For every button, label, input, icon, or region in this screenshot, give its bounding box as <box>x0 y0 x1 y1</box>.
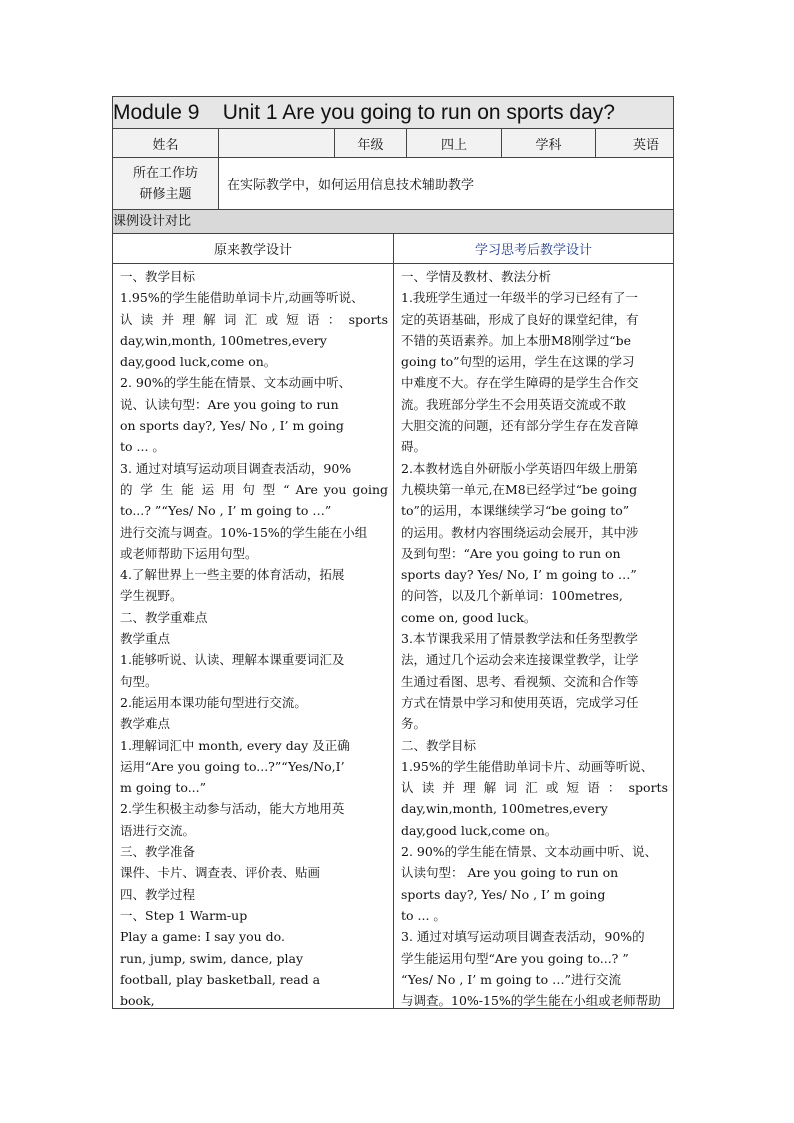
text-line: 教学重点 <box>120 631 171 647</box>
section-title: 课例设计对比 <box>113 209 673 233</box>
topic-label-line1: 所在工作坊 <box>132 165 198 181</box>
name-label: 姓名 <box>152 137 179 153</box>
text-line: 三、教学准备 <box>120 844 196 860</box>
text-line: 2.能运用本课功能句型进行交流。 <box>120 694 307 710</box>
text-line: 中难度不大。存在学生障碍的是学生合作交 <box>401 375 639 391</box>
text-line: sports day? Yes/ No, I’ m going to …” <box>401 567 637 583</box>
text-line: on sports day?, Yes/ No , I’ m going <box>120 418 344 434</box>
text-line: 及到句型：“Are you going to run on <box>401 545 621 561</box>
text-line: 4.了解世界上一些主要的体育活动，拓展 <box>120 567 345 583</box>
text-line: 一、学情及教材、教法分析 <box>401 269 552 284</box>
subject-value: 英语 <box>595 129 673 157</box>
text-line: 2. 90%的学生能在情景、文本动画中听、说、 <box>401 844 658 860</box>
text-line: day,win,month, 100metres,every <box>120 332 327 348</box>
text-line: 的问答，以及几个新单词：100metres, <box>401 588 623 604</box>
text-line: 大胆交流的问题，还有部分学生存在发音障 <box>401 418 639 434</box>
text-line: 生通过看图、思考、看视频、交流和合作等 <box>401 673 639 689</box>
text-line: sports day?, Yes/ No , I’ m going <box>401 886 606 902</box>
text-line: 认 读 并 理 解 词 汇 或 短 语 ： sports <box>120 311 388 327</box>
text-line: 学生视野。 <box>120 588 183 604</box>
text-line: 一、Step 1 Warm-up <box>120 907 248 923</box>
text-line: 碍。 <box>401 439 427 455</box>
text-line: 教学难点 <box>120 716 171 732</box>
text-line: 学生能运用句型“Are you going to...? ” <box>401 950 629 966</box>
text-line: day,good luck,come on。 <box>401 822 558 838</box>
info-row <box>113 128 673 157</box>
text-line: 课件、卡片、调查表、评价表、贴画 <box>120 865 321 881</box>
text-line: 的 学 生 能 运 用 句 型 “ Are you going <box>120 481 388 497</box>
topic-row <box>113 157 673 209</box>
text-line: to...? ”“Yes/ No , I’ m going to …” <box>120 503 332 519</box>
subject-label: 学科 <box>501 129 595 157</box>
text-line: come on, good luck。 <box>401 609 537 625</box>
text-line: 认读句型： Are you going to run on <box>401 865 619 881</box>
text-line: 四、教学过程 <box>120 886 196 902</box>
grade-label: 年级 <box>334 129 406 157</box>
text-line: “Yes/ No , I’ m going to …”进行交流 <box>401 971 621 987</box>
text-line: 3. 通过对填写运动项目调查表活动，90% <box>120 460 352 476</box>
revised-design-text <box>393 264 673 1008</box>
text-line: 的运用。教材内容围绕运动会展开，其中涉 <box>401 524 639 540</box>
grade-value: 四上 <box>406 129 501 157</box>
topic-label-line2: 研修主题 <box>139 186 192 202</box>
text-line: 2.学生积极主动参与活动，能大方地用英 <box>120 801 345 817</box>
text-line: 1.95%的学生能借助单词卡片、动画等听说、 <box>401 758 654 774</box>
text-line: 与调查。10%-15%的学生能在小组或老师帮助 <box>401 993 661 1008</box>
column-headers <box>113 233 673 263</box>
text-line: day,win,month, 100metres,every <box>401 801 608 817</box>
text-line: 1.理解词汇中 month, every day 及正确 <box>120 737 350 753</box>
text-line: 方式在情景中学习和使用英语，完成学习任 <box>401 694 639 710</box>
text-line: 句型。 <box>120 673 158 689</box>
lesson-plan-table <box>112 96 674 1009</box>
text-line: football, play basketball, read a <box>120 971 321 987</box>
text-line: 2.本教材选自外研版小学英语四年级上册第 <box>401 460 638 476</box>
text-line: 九模块第一单元,在M8已经学过“be going <box>401 481 638 497</box>
text-line: going to”句型的运用，学生在这课的学习 <box>401 354 635 370</box>
text-line: 3.本节课我采用了情景教学法和任务型教学 <box>401 631 638 647</box>
text-line: 务。 <box>401 716 427 732</box>
text-line: 二、教学重难点 <box>120 609 208 625</box>
left-column-header: 原来教学设计 <box>213 243 292 258</box>
name-value <box>218 129 334 157</box>
text-line: 1.95%的学生能借助单词卡片,动画等听说、 <box>120 290 364 306</box>
original-design-text <box>113 264 393 1008</box>
text-line: 3. 通过对填写运动项目调查表活动，90%的 <box>401 929 645 945</box>
text-line: 运用“Are you going to...?”“Yes/No,I’ <box>120 758 345 774</box>
text-line: 二、教学目标 <box>401 737 477 753</box>
text-line: to”的运用，本课继续学习“be going to” <box>401 503 630 519</box>
text-line: 2. 90%的学生能在情景、文本动画中听、 <box>120 375 352 391</box>
text-line: book, <box>120 993 155 1008</box>
text-line: Play a game: I say you do. <box>120 929 285 945</box>
topic-label <box>113 158 218 209</box>
text-line: 或老师帮助下运用句型。 <box>120 545 258 561</box>
text-line: 一、教学目标 <box>120 269 196 284</box>
text-line: day,good luck,come on。 <box>120 354 277 370</box>
comparison-body <box>113 263 673 1008</box>
text-line: 定的英语基础，形成了良好的课堂纪律，有 <box>401 311 639 327</box>
text-line: 不错的英语素养。加上本册M8刚学过“be <box>401 332 632 348</box>
text-line: 语进行交流。 <box>120 822 196 838</box>
text-line: to ... 。 <box>401 907 446 923</box>
text-line: 1.我班学生通过一年级半的学习已经有了一 <box>401 290 638 306</box>
text-line: 流。我班部分学生不会用英语交流或不敢 <box>401 396 627 412</box>
text-line: run, jump, swim, dance, play <box>120 950 304 966</box>
text-line: 认 读 并 理 解 词 汇 或 短 语 ： sports <box>401 780 668 796</box>
document-title: Module 9 Unit 1 Are you going to run on sports day? <box>113 97 673 128</box>
topic-value: 在实际教学中，如何运用信息技术辅助教学 <box>218 158 673 209</box>
text-line: to ... 。 <box>120 439 165 455</box>
text-line: 1.能够听说、认读、理解本课重要词汇及 <box>120 652 345 668</box>
text-line: 进行交流与调查。10%-15%的学生能在小组 <box>120 524 368 540</box>
text-line: 法，通过几个运动会来连接课堂教学，让学 <box>401 652 639 668</box>
text-line: m going to...” <box>120 780 207 796</box>
text-line: 说、认读句型：Are you going to run <box>120 396 339 412</box>
right-column-header: 学习思考后教学设计 <box>393 234 673 263</box>
